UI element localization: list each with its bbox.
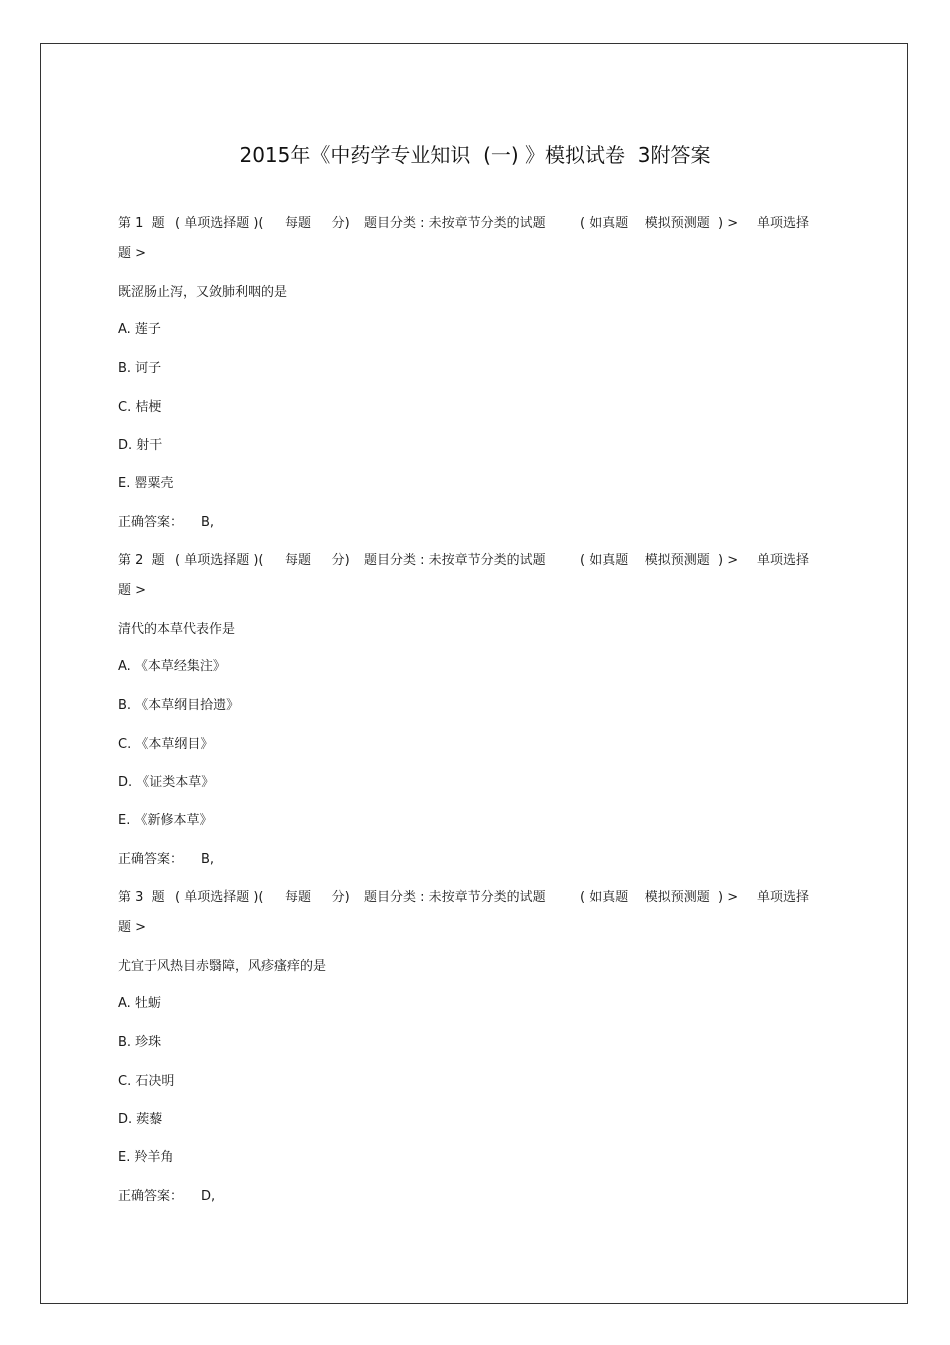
option-e: E. 罂粟壳 — [118, 476, 174, 491]
question-type: ( 单项选择题 )( — [175, 890, 264, 905]
question-type-tail: 单项选择 — [757, 890, 810, 905]
option-b: B. 诃子 — [118, 361, 162, 376]
question-number: 第 2 题 — [118, 553, 165, 568]
question-number: 第 3 题 — [118, 890, 165, 905]
answer-row — [118, 513, 214, 533]
question-header-wrap: 题 > — [118, 920, 147, 935]
option-c: C. 石决明 — [118, 1074, 175, 1089]
answer-label: 正确答案： — [118, 515, 184, 530]
question-score: 每题 分) — [285, 890, 350, 905]
answer-value: D, — [201, 1189, 216, 1204]
answer-label: 正确答案： — [118, 1189, 184, 1204]
option-d: D. 蒺藜 — [118, 1112, 163, 1127]
question-category: 题目分类 : 未按章节分类的试题 — [364, 890, 546, 905]
question-category: 题目分类 : 未按章节分类的试题 — [364, 553, 546, 568]
option-b: B. 《本草纲目拾遗》 — [118, 698, 240, 713]
option-d: D. 《证类本草》 — [118, 775, 215, 790]
question-score: 每题 分) — [285, 216, 350, 231]
question-header-wrap: 题 > — [118, 246, 147, 261]
question-category: 题目分类 : 未按章节分类的试题 — [364, 216, 546, 231]
option-d: D. 射干 — [118, 438, 163, 453]
question-stem: 尤宜于风热目赤翳障，风疹瘙痒的是 — [118, 959, 327, 974]
option-a: A. 莲子 — [118, 322, 161, 337]
answer-row — [118, 850, 214, 870]
answer-value: B, — [201, 852, 215, 867]
option-a: A. 《本草经集注》 — [118, 659, 226, 674]
question-type: ( 单项选择题 )( — [175, 553, 264, 568]
document-title: 2015年《中药学专业知识 (一) 》模拟试卷 3附答案 — [239, 143, 711, 167]
question-type-tail: 单项选择 — [757, 216, 810, 231]
answer-row — [118, 1187, 215, 1207]
question-stem: 清代的本草代表作是 — [118, 622, 236, 637]
question-source: ( 如真题 模拟预测题 ) > — [580, 553, 739, 568]
question-source: ( 如真题 模拟预测题 ) > — [580, 216, 739, 231]
question-source: ( 如真题 模拟预测题 ) > — [580, 890, 739, 905]
question-stem: 既涩肠止泻，又敛肺利咽的是 — [118, 285, 288, 300]
option-e: E. 羚羊角 — [118, 1150, 174, 1165]
option-b: B. 珍珠 — [118, 1035, 162, 1050]
option-c: C. 《本草纲目》 — [118, 737, 214, 752]
answer-label: 正确答案： — [118, 852, 184, 867]
option-c: C. 桔梗 — [118, 400, 162, 415]
question-type: ( 单项选择题 )( — [175, 216, 264, 231]
question-number: 第 1 题 — [118, 216, 165, 231]
question-header-wrap: 题 > — [118, 583, 147, 598]
answer-value: B, — [201, 515, 215, 530]
option-e: E. 《新修本草》 — [118, 813, 213, 828]
question-type-tail: 单项选择 — [757, 553, 810, 568]
question-score: 每题 分) — [285, 553, 350, 568]
option-a: A. 牡蛎 — [118, 996, 161, 1011]
